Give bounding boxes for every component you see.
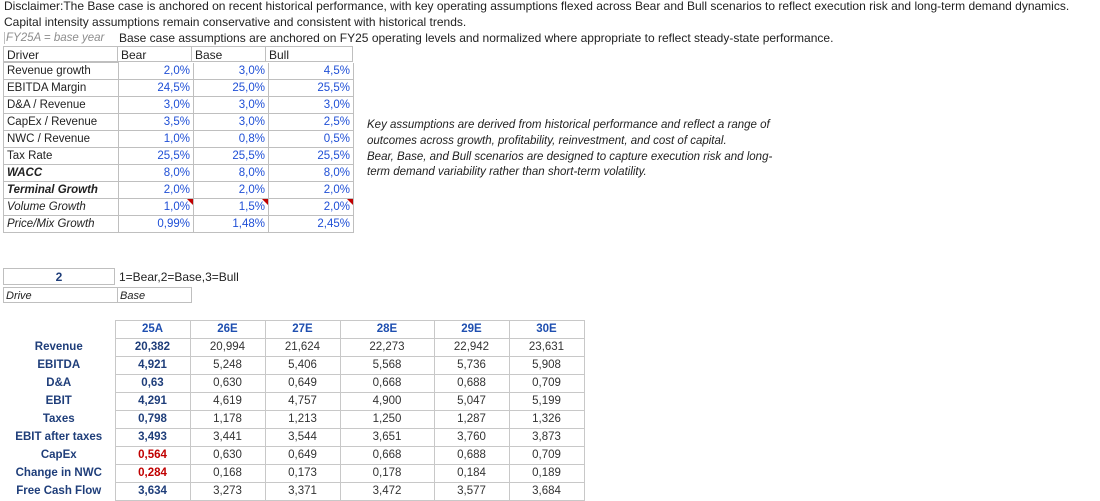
year-header: 30E <box>509 321 584 339</box>
row-label: Revenue <box>34 341 83 353</box>
cell[interactable]: 3,493 <box>115 429 190 447</box>
cell-base[interactable]: 1,48% <box>194 216 269 233</box>
cell[interactable]: 3,873 <box>509 429 584 447</box>
cell-base[interactable]: 3,0% <box>194 114 269 131</box>
row-label: EBITDA Margin <box>4 80 119 97</box>
cell-bull[interactable]: 2,5% <box>269 114 354 131</box>
cell-bull[interactable]: 2,0% <box>269 182 354 199</box>
cell[interactable]: 5,199 <box>509 393 584 411</box>
cell-base[interactable]: 8,0% <box>194 165 269 182</box>
row-label: D&A <box>46 377 72 389</box>
base-year-label: FY25A = base year <box>6 32 105 44</box>
cell[interactable]: 3,472 <box>340 483 434 501</box>
cell[interactable]: 0,709 <box>509 375 584 393</box>
cell-base[interactable]: 2,0% <box>194 182 269 199</box>
cell[interactable]: 3,651 <box>340 429 434 447</box>
header-bear: Bear <box>117 46 192 62</box>
cell-bull[interactable]: 2,0% <box>269 199 354 216</box>
cell[interactable]: 0,284 <box>115 465 190 483</box>
cell-bear[interactable]: 8,0% <box>119 165 194 182</box>
row-label: EBIT after taxes <box>15 431 103 443</box>
drive-label: Drive <box>3 287 117 303</box>
cell[interactable]: 1,178 <box>190 411 265 429</box>
scenario-selector-cell[interactable]: 2 <box>3 268 115 285</box>
cell[interactable]: 0,709 <box>509 447 584 465</box>
row-label: CapEx <box>40 449 77 461</box>
drive-value[interactable]: Base <box>117 287 192 303</box>
cell[interactable]: 0,63 <box>115 375 190 393</box>
year-header: 28E <box>340 321 434 339</box>
cell[interactable]: 0,688 <box>434 375 509 393</box>
cell[interactable]: 5,248 <box>190 357 265 375</box>
cell[interactable]: 23,631 <box>509 339 584 357</box>
table-row <box>4 131 354 148</box>
cell[interactable]: 0,168 <box>190 465 265 483</box>
table-row <box>3 357 584 375</box>
disclaimer-line-1: Disclaimer:The Base case is anchored on recent historical performance, with key operating assumptions flexed across Bear and Bull scenarios to reflect execution risk and long-term demand dynamics. <box>4 0 1070 13</box>
cell[interactable]: 1,326 <box>509 411 584 429</box>
year-header: 29E <box>434 321 509 339</box>
table-row <box>3 411 584 429</box>
row-label: Price/Mix Growth <box>4 216 119 233</box>
row-label: Free Cash Flow <box>16 485 102 497</box>
notes-line-2: outcomes across growth, profitability, reinvestment, and cost of capital. <box>367 135 727 147</box>
header-driver: Driver <box>3 46 118 62</box>
cell[interactable]: 0,630 <box>190 447 265 465</box>
table-row <box>4 165 354 182</box>
cell-base[interactable]: 25,0% <box>194 80 269 97</box>
cell[interactable]: 0,649 <box>265 447 340 465</box>
cell[interactable]: 22,273 <box>340 339 434 357</box>
row-label: Revenue growth <box>4 63 119 80</box>
cell[interactable]: 4,900 <box>340 393 434 411</box>
cell[interactable]: 0,178 <box>340 465 434 483</box>
cell[interactable]: 5,736 <box>434 357 509 375</box>
cell[interactable]: 3,760 <box>434 429 509 447</box>
cell[interactable]: 5,406 <box>265 357 340 375</box>
cell-bear[interactable]: 2,0% <box>119 182 194 199</box>
table-row <box>4 80 354 97</box>
cell[interactable]: 0,564 <box>115 447 190 465</box>
row-label: WACC <box>4 165 119 182</box>
cell-bull[interactable]: 25,5% <box>269 148 354 165</box>
cell[interactable]: 0,668 <box>340 375 434 393</box>
cell[interactable]: 4,921 <box>115 357 190 375</box>
table-row <box>4 97 354 114</box>
cell[interactable]: 0,173 <box>265 465 340 483</box>
cell[interactable]: 0,189 <box>509 465 584 483</box>
cell-bear[interactable]: 1,0% <box>119 131 194 148</box>
cell[interactable]: 4,619 <box>190 393 265 411</box>
cell[interactable]: 1,250 <box>340 411 434 429</box>
row-label: EBIT <box>45 395 72 407</box>
row-label: D&A / Revenue <box>4 97 119 114</box>
cell[interactable]: 0,649 <box>265 375 340 393</box>
cell[interactable]: 0,630 <box>190 375 265 393</box>
cell-bear[interactable]: 0,99% <box>119 216 194 233</box>
cell[interactable]: 5,568 <box>340 357 434 375</box>
cell[interactable]: 1,213 <box>265 411 340 429</box>
cell[interactable]: 3,544 <box>265 429 340 447</box>
cell[interactable]: 4,757 <box>265 393 340 411</box>
table-header-row <box>3 321 584 339</box>
cell-bear[interactable]: 24,5% <box>119 80 194 97</box>
cell-bear[interactable]: 3,5% <box>119 114 194 131</box>
cell[interactable]: 21,624 <box>265 339 340 357</box>
cell[interactable]: 3,634 <box>115 483 190 501</box>
cell[interactable]: 1,287 <box>434 411 509 429</box>
disclaimer-line-2: Capital intensity assumptions remain conservative and consistent with historical trends. <box>4 15 467 29</box>
cell-bear[interactable]: 2,0% <box>119 63 194 80</box>
row-label: EBITDA <box>37 359 81 371</box>
notes-line-4: term demand variability rather than short-term volatility. <box>367 166 647 178</box>
row-label: CapEx / Revenue <box>4 114 119 131</box>
projection-table <box>3 320 585 501</box>
scenario-table <box>3 62 354 233</box>
table-row <box>3 465 584 483</box>
row-label: Tax Rate <box>4 148 119 165</box>
table-row <box>4 148 354 165</box>
table-row <box>3 393 584 411</box>
cell[interactable]: 5,047 <box>434 393 509 411</box>
cell-bear[interactable]: 25,5% <box>119 148 194 165</box>
notes-line-1: Key assumptions are derived from historical performance and reflect a range of <box>367 119 770 131</box>
cell-bull[interactable]: 4,5% <box>269 63 354 80</box>
table-row <box>4 199 354 216</box>
cell[interactable]: 3,371 <box>265 483 340 501</box>
cell[interactable]: 3,441 <box>190 429 265 447</box>
cell[interactable]: 0,688 <box>434 447 509 465</box>
scenario-legend: 1=Bear,2=Base,3=Bull <box>119 270 239 284</box>
table-row <box>3 429 584 447</box>
row-label: NWC / Revenue <box>4 131 119 148</box>
base-case-note: Base case assumptions are anchored on FY25 operating levels and normalized where appropriate to reflect steady-state performance. <box>119 31 834 45</box>
year-header: 27E <box>265 321 340 339</box>
cell-bull[interactable]: 25,5% <box>269 80 354 97</box>
cell[interactable]: 3,273 <box>190 483 265 501</box>
cell-bull[interactable]: 8,0% <box>269 165 354 182</box>
row-label: Taxes <box>42 413 75 425</box>
table-row <box>4 63 354 80</box>
table-row <box>3 339 584 357</box>
table-row <box>3 447 584 465</box>
cell-base[interactable]: 1,5% <box>194 199 269 216</box>
cell[interactable]: 3,684 <box>509 483 584 501</box>
cell[interactable]: 0,668 <box>340 447 434 465</box>
row-label: Volume Growth <box>4 199 119 216</box>
row-label: Terminal Growth <box>4 182 119 199</box>
cell-base[interactable]: 25,5% <box>194 148 269 165</box>
cell[interactable]: 5,908 <box>509 357 584 375</box>
cell-bull[interactable]: 0,5% <box>269 131 354 148</box>
table-row <box>4 114 354 131</box>
corner-cell <box>3 321 115 339</box>
cell[interactable]: 22,942 <box>434 339 509 357</box>
year-header: 25A <box>115 321 190 339</box>
cell-base[interactable]: 3,0% <box>194 63 269 80</box>
cell[interactable]: 3,577 <box>434 483 509 501</box>
cell-bear[interactable]: 3,0% <box>119 97 194 114</box>
table-row <box>4 182 354 199</box>
year-header: 26E <box>190 321 265 339</box>
table-row <box>4 216 354 233</box>
cell-base[interactable]: 0,8% <box>194 131 269 148</box>
table-row <box>3 375 584 393</box>
cell-bull[interactable]: 2,45% <box>269 216 354 233</box>
cell[interactable]: 4,291 <box>115 393 190 411</box>
header-base: Base <box>191 46 266 62</box>
cell-base[interactable]: 3,0% <box>194 97 269 114</box>
cell-bull[interactable]: 3,0% <box>269 97 354 114</box>
notes-line-3: Bear, Base, and Bull scenarios are designed to capture execution risk and long- <box>367 151 773 163</box>
header-bull: Bull <box>265 46 353 62</box>
table-row <box>3 483 584 501</box>
cell[interactable]: 0,798 <box>115 411 190 429</box>
cell-bear[interactable]: 1,0% <box>119 199 194 216</box>
cell[interactable]: 20,382 <box>115 339 190 357</box>
cell[interactable]: 0,184 <box>434 465 509 483</box>
row-label: Change in NWC <box>15 467 102 479</box>
cell[interactable]: 20,994 <box>190 339 265 357</box>
